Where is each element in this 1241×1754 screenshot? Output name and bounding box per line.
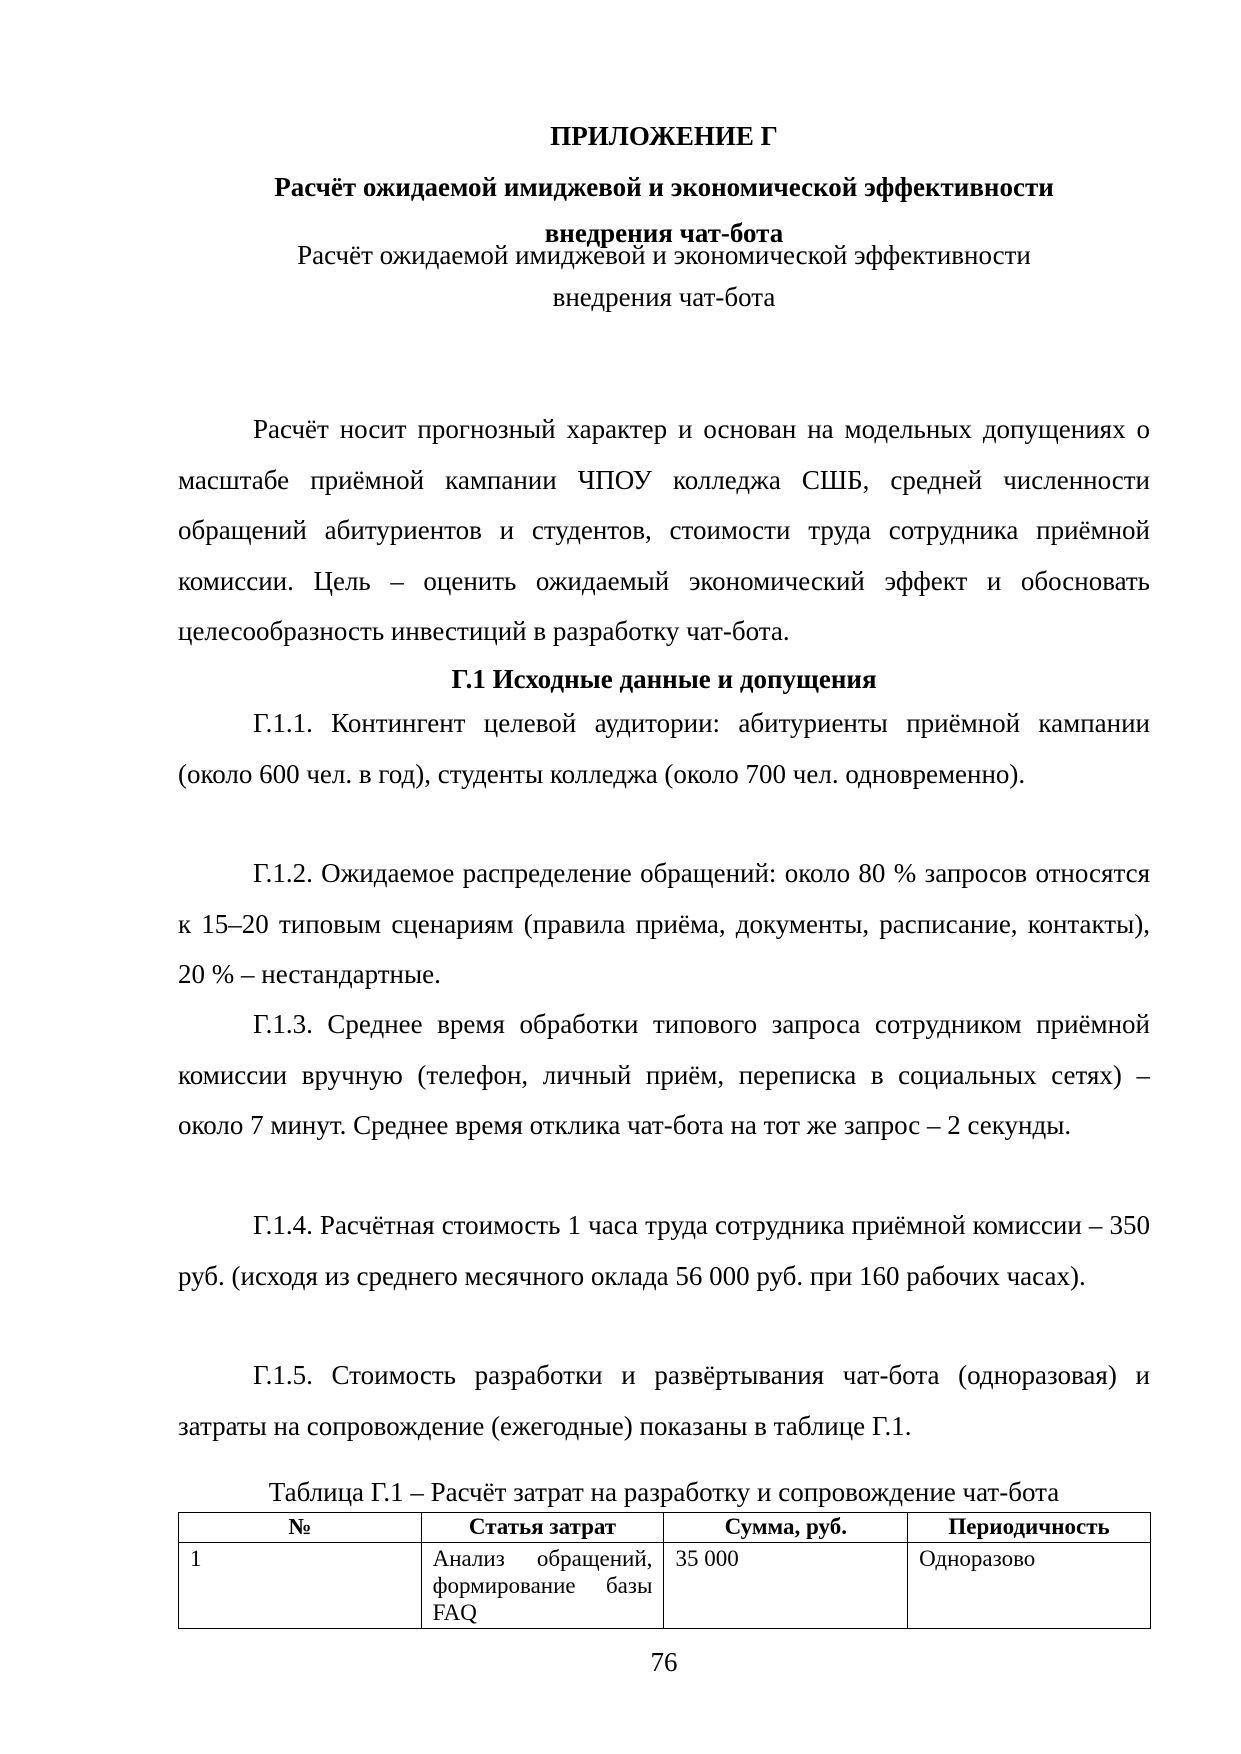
table-row (179, 1543, 1151, 1629)
section-heading: Г.1 Исходные данные и допущения (451, 664, 877, 694)
table-caption: Таблица Г.1 – Расчёт затрат на разработку и сопровождение чат-бота (268, 1477, 1060, 1507)
intro-paragraph: Расчёт носит прогнозный характер и основан на модельных допущениях о масштабе приёмной кампании ЧПОУ колледжа СШБ, средней численности обращений абитуриентов и студентов, стоимости труда сотрудника приёмной комиссии. Цель – оценить ожидаемый экономический эффект и обосновать целесообразность инвестиций в разработку чат-бота. (178, 414, 1150, 646)
appendix-subtitle-regular-line-1: Расчёт ожидаемой имиджевой и экономической эффективности (297, 240, 1031, 270)
cell-amount: 35 000 (664, 1543, 908, 1629)
item-g-1-4: Г.1.4. Расчётная стоимость 1 часа труда сотрудника приёмной комиссии – 350 руб. (исходя из среднего месячного оклада 56 000 руб. при 160 рабочих часах). (178, 1210, 1150, 1291)
appendix-title: ПРИЛОЖЕНИЕ Г (550, 121, 778, 151)
item-g-1-5: Г.1.5. Стоимость разработки и развёртывания чат-бота (одноразовая) и затраты на сопровождение (ежегодные) показаны в таблице Г.1. (178, 1360, 1150, 1441)
cell-periodicity: Одноразово (908, 1543, 1151, 1629)
appendix-subtitle-regular-line-2: внедрения чат-бота (552, 282, 776, 312)
header-cost-item: Статья затрат (421, 1513, 664, 1543)
page-number: 76 (650, 1647, 678, 1677)
header-periodicity: Периодичность (908, 1513, 1151, 1543)
item-g-1-2: Г.1.2. Ожидаемое распределение обращений: около 80 % запросов относятся к 15–20 типовым сценариям (правила приёма, документы, расписание, контакты), 20 % – нестандартные. (178, 858, 1150, 989)
header-number: № (179, 1513, 422, 1543)
document-page (178, 0, 1150, 1754)
appendix-subtitle-bold-line-2: внедрения чат-бота (544, 218, 784, 248)
cost-table (178, 1512, 1151, 1629)
item-g-1-1: Г.1.1. Контингент целевой аудитории: абитуриенты приёмной кампании (около 600 чел. в год), студенты колледжа (около 700 чел. одновременно). (178, 708, 1150, 789)
table-header-row (179, 1513, 1151, 1543)
appendix-subtitle-bold-line-1: Расчёт ожидаемой имиджевой и экономической эффективности (274, 172, 1054, 202)
cell-cost-item: Анализ обращений, формирование базы FAQ (421, 1543, 664, 1629)
cell-number: 1 (179, 1543, 422, 1629)
item-g-1-3: Г.1.3. Среднее время обработки типового запроса сотрудником приёмной комиссии вручную (телефон, личный приём, переписка в социальных сетях) – около 7 минут. Среднее время отклика чат-бота на тот же запрос – 2 секунды. (178, 1009, 1150, 1140)
appendix-subtitle-regular (178, 234, 1150, 318)
header-amount: Сумма, руб. (664, 1513, 908, 1543)
